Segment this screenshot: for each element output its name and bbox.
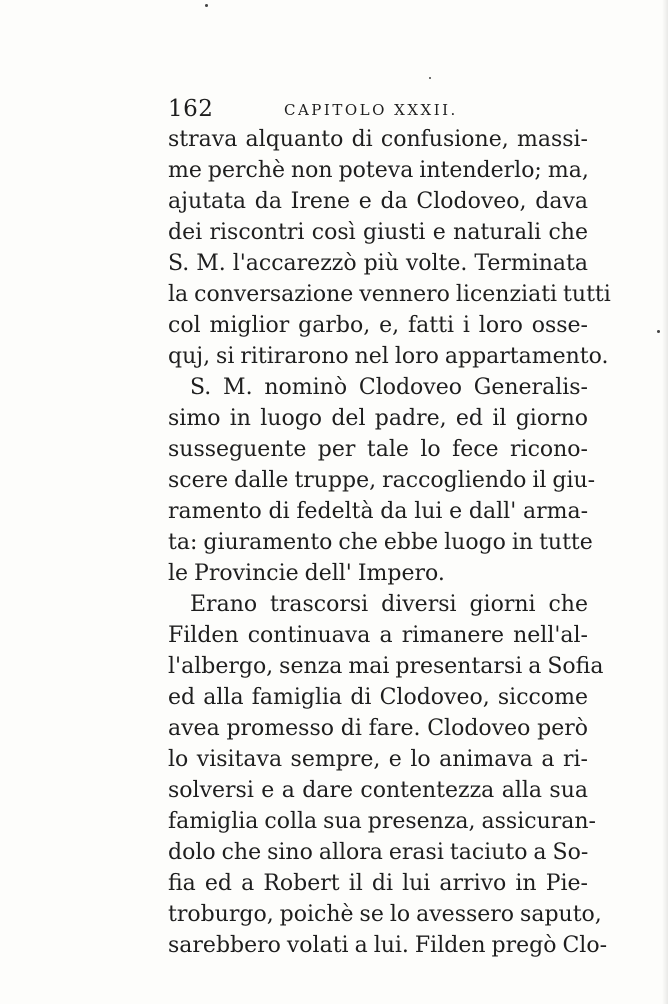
text-line: S. M. l'accarezzò più volte. Terminata: [168, 251, 588, 276]
body-text: [168, 124, 611, 961]
text-line: l'albergo, senza mai presentarsi a Sofia: [168, 654, 604, 679]
text-line: me perchè non poteva intenderlo; ma,: [168, 158, 589, 183]
text-line: le Provincie dell' Impero.: [168, 561, 445, 586]
text-line: col miglior garbo, e, fatti i loro osse-: [168, 313, 588, 338]
text-line: susseguente per tale lo fece ricono-: [168, 437, 588, 462]
text-line: quj, si ritirarono nel loro appartamento.: [168, 344, 609, 369]
text-line: Erano trascorsi diversi giorni che: [190, 592, 588, 617]
text-line: dolo che sino allora erasi taciuto a So-: [168, 840, 589, 865]
text-line: Filden continuava a rimanere nell'al-: [168, 623, 588, 648]
running-head: CAPITOLO XXXII.: [284, 101, 458, 119]
text-line: ramento di fedeltà da lui e dall' arma-: [168, 499, 588, 524]
text-line: sarebbero volati a lui. Filden pregò Clo-: [168, 933, 608, 958]
text-line: fia ed a Robert il di lui arrivo in Pie-: [168, 871, 588, 896]
scan-speck: [657, 330, 660, 333]
text-line: dei riscontri così giusti e naturali che: [168, 220, 588, 245]
text-line: famiglia colla sua presenza, assicuran-: [168, 809, 596, 834]
text-line: troburgo, poichè se lo avessero saputo,: [168, 902, 602, 927]
text-line: scere dalle truppe, raccogliendo il giu-: [168, 468, 596, 493]
scan-speck: [429, 77, 431, 79]
text-line: lo visitava sempre, e lo animava a ri-: [168, 747, 588, 772]
scan-speck: [205, 4, 208, 7]
text-line: simo in luogo del padre, ed il giorno: [168, 406, 588, 431]
page-number: 162: [168, 96, 214, 122]
text-line: avea promesso di fare. Clodoveo però: [168, 716, 588, 741]
text-line: la conversazione vennero licenziati tutti: [168, 282, 611, 307]
text-line: S. M. nominò Clodoveo Generalis-: [190, 375, 588, 400]
paragraph: [168, 589, 608, 961]
text-line: strava alquanto di confusione, massi-: [168, 127, 588, 152]
text-line: ta: giuramento che ebbe luogo in tutte: [168, 530, 593, 555]
paragraph: [168, 124, 611, 372]
page-header: [168, 94, 588, 124]
page-edge-shadow: [662, 0, 668, 1004]
paragraph: [168, 372, 596, 589]
text-line: solversi e a dare contentezza alla sua: [168, 778, 588, 803]
text-line: ed alla famiglia di Clodoveo, siccome: [168, 685, 588, 710]
text-line: ajutata da Irene e da Clodoveo, dava: [168, 189, 588, 214]
